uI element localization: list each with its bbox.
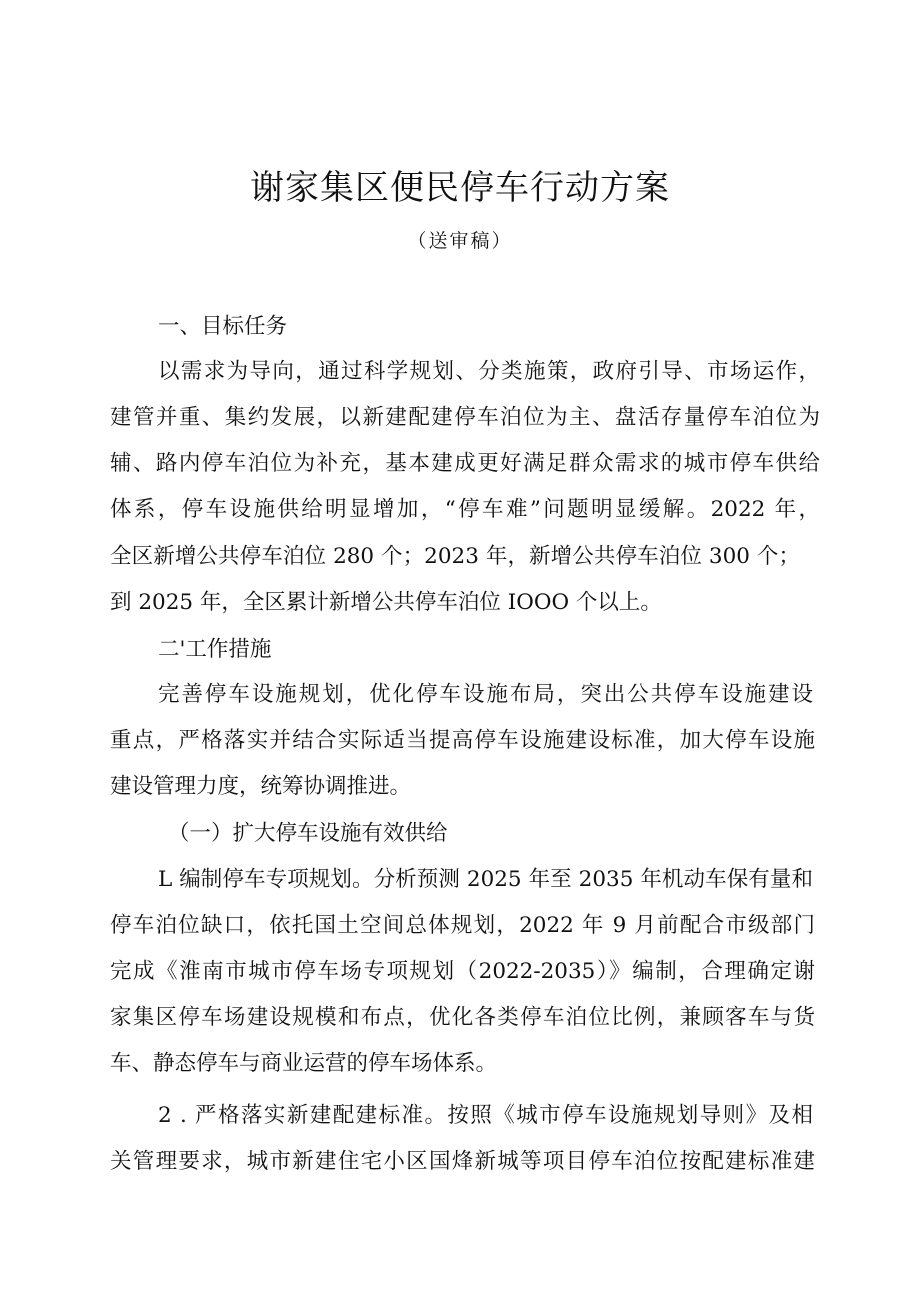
paragraph-line: 到 2025 年，全区累计新增公共停车泊位 IOOO 个以上。 (110, 590, 662, 615)
paragraph-line: 建管并重、集约发展，以新建配建停车泊位为主、盘活存量停车泊位为 (110, 405, 820, 430)
paragraph-line: 完善停车设施规划，优化停车设施布局，突出公共停车设施建设 (158, 682, 813, 707)
paragraph-line: 2 . 严格落实新建配建标准。按照《城市停车设施规划导则》及相 (158, 1103, 813, 1128)
paragraph-line: 关管理要求，城市新建住宅小区国烽新城等项目停车泊位按配建标准建 (110, 1149, 815, 1174)
paragraph-line: 辅、路内停车泊位为补充，基本建成更好满足群众需求的城市停车供给 (110, 451, 820, 476)
paragraph-line: 以需求为导向，通过科学规划、分类施策，政府引导、市场运作， (158, 359, 820, 384)
paragraph-line: 重点，严格落实并结合实际适当提高停车设施建设标准，加大停车设施 (110, 728, 815, 753)
paragraph-line: 体系，停车设施供给明显增加，“停车难”问题明显缓解。2022 年， (110, 497, 820, 522)
paragraph-line: 车、静态停车与商业运营的停车场体系。 (110, 1051, 498, 1076)
document-title: 谢家集区便民停车行动方案 (250, 168, 670, 208)
paragraph-line: 停车泊位缺口，依托国土空间总体规划，2022 年 9 月前配合市级部门 (110, 913, 815, 938)
document-subtitle: （送审稿） (407, 230, 513, 252)
section-heading-goals: 一、目标任务 (158, 314, 288, 339)
section-heading-measures: 二'工作措施 (158, 637, 272, 662)
paragraph-line: L 编制停车专项规划。分析预测 2025 年至 2035 年机动车保有量和 (158, 867, 813, 892)
paragraph-line: 完成《淮南市城市停车场专项规划（2022-2035）》编制，合理确定谢 (110, 959, 815, 984)
subsection-heading-supply: （一）扩大停车设施有效供给 (168, 821, 448, 846)
paragraph-line: 全区新增公共停车泊位 280 个；2023 年，新增公共停车泊位 300 个； (110, 544, 800, 569)
paragraph-line: 家集区停车场建设规模和布点，优化各类停车泊位比例，兼顾客车与货 (110, 1005, 815, 1030)
paragraph-line: 建设管理力度，统筹协调推进。 (110, 774, 412, 799)
